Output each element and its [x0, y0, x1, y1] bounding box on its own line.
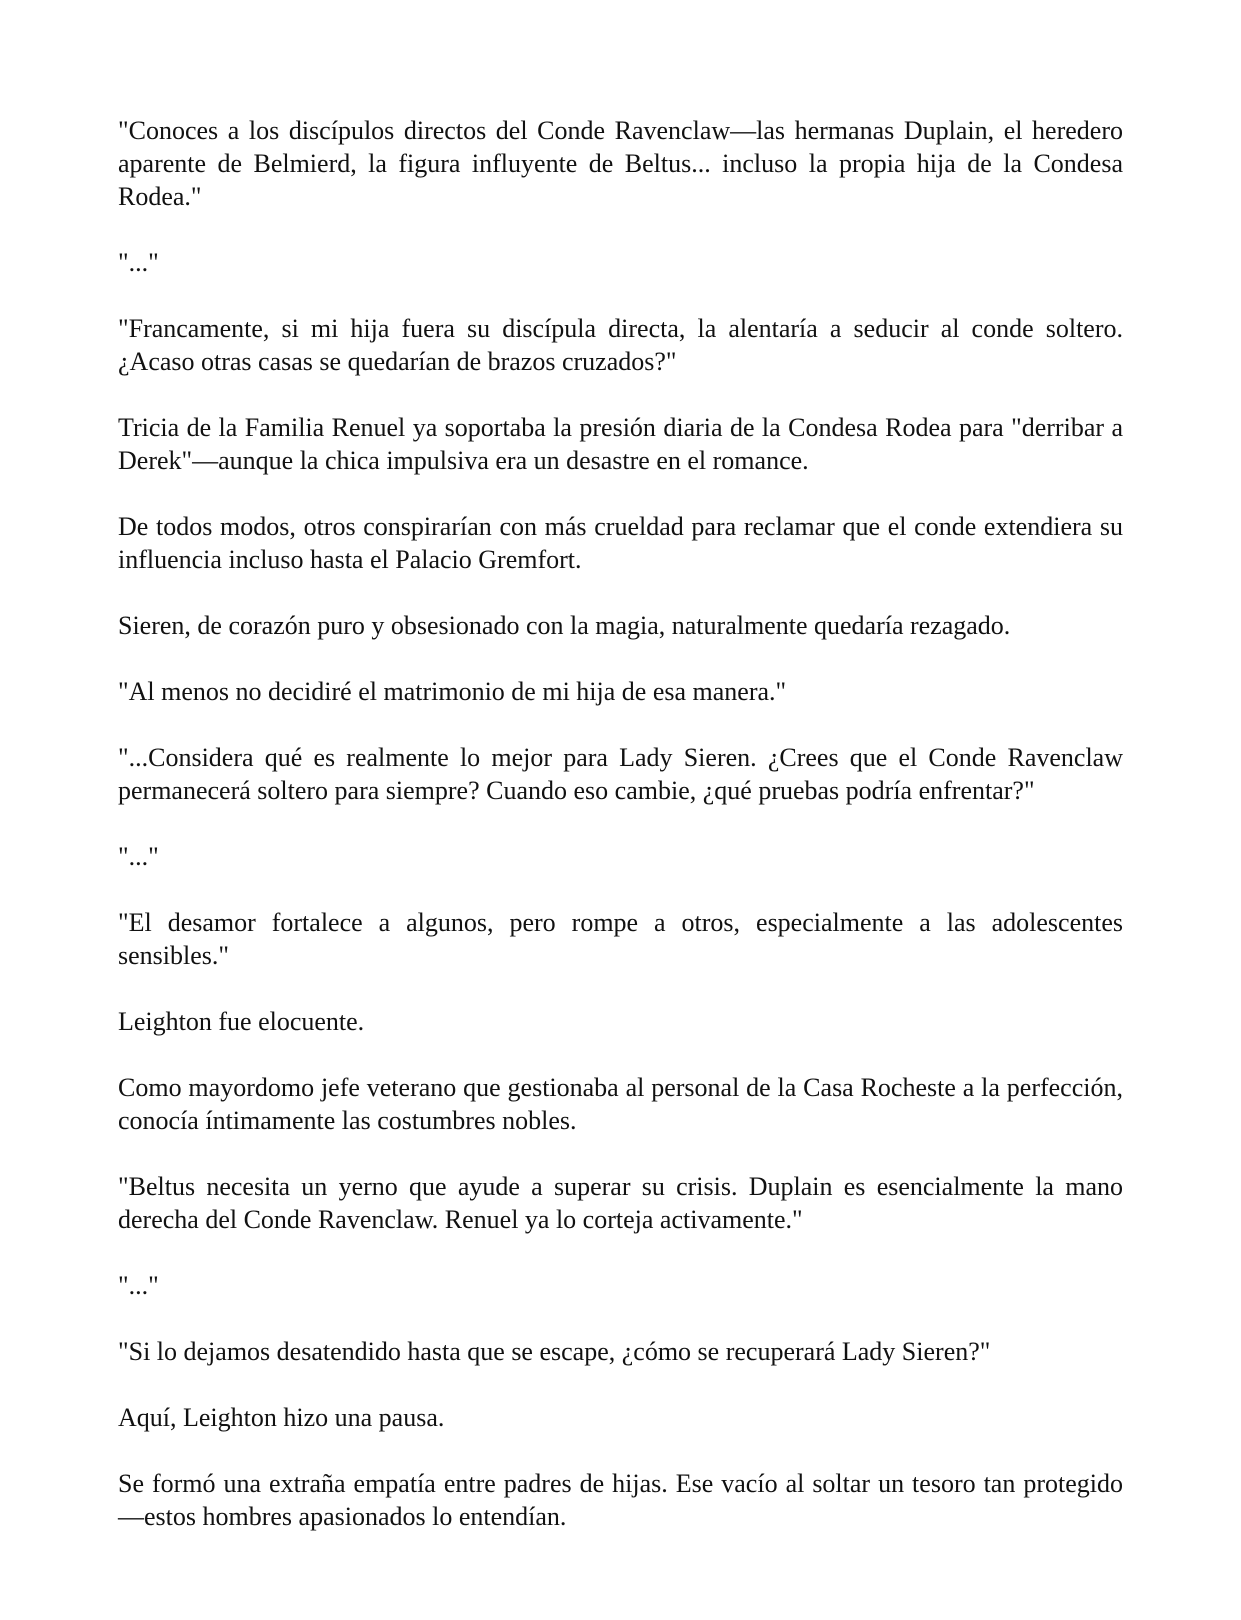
- paragraph: Aquí, Leighton hizo una pausa.: [118, 1403, 445, 1432]
- paragraph: "Beltus necesita un yerno que ayude a superar su crisis. Duplain es esencialmente la mano derecha del Conde Ravenclaw. Renuel ya lo corteja activamente.": [118, 1172, 1123, 1234]
- paragraph: "...": [118, 842, 159, 871]
- paragraph: "...Considera qué es realmente lo mejor para Lady Sieren. ¿Crees que el Conde Ravenclaw permanecerá soltero para siempre? Cuando eso cambie, ¿qué pruebas podría enfrentar?": [118, 743, 1123, 805]
- document-page: [118, 114, 1123, 1533]
- paragraph: "Conoces a los discípulos directos del Conde Ravenclaw—las hermanas Duplain, el heredero aparente de Belmierd, la figura influyente de Beltus... incluso la propia hija de la Condesa Rodea.": [118, 116, 1123, 211]
- paragraph: Tricia de la Familia Renuel ya soportaba la presión diaria de la Condesa Rodea para "derribar a Derek"—aunque la chica impulsiva era un desastre en el romance.: [118, 413, 1123, 475]
- paragraph: "...": [118, 1271, 159, 1300]
- paragraph: "...": [118, 248, 159, 277]
- paragraph: "Francamente, si mi hija fuera su discípula directa, la alentaría a seducir al conde soltero. ¿Acaso otras casas se quedarían de brazos cruzados?": [118, 314, 1123, 376]
- paragraph: De todos modos, otros conspirarían con más crueldad para reclamar que el conde extendiera su influencia incluso hasta el Palacio Gremfort.: [118, 512, 1123, 574]
- paragraph: "Al menos no decidiré el matrimonio de mi hija de esa manera.": [118, 677, 787, 706]
- paragraph: "Si lo dejamos desatendido hasta que se escape, ¿cómo se recuperará Lady Sieren?": [118, 1337, 991, 1366]
- paragraph: Como mayordomo jefe veterano que gestionaba al personal de la Casa Rocheste a la perfección, conocía íntimamente las costumbres nobles.: [118, 1073, 1123, 1135]
- paragraph: "El desamor fortalece a algunos, pero rompe a otros, especialmente a las adolescentes sensibles.": [118, 908, 1123, 970]
- paragraph: Leighton fue elocuente.: [118, 1007, 365, 1036]
- paragraph: Se formó una extraña empatía entre padres de hijas. Ese vacío al soltar un tesoro tan protegido—estos hombres apasionados lo entendían.: [118, 1469, 1123, 1531]
- paragraph: Sieren, de corazón puro y obsesionado con la magia, naturalmente quedaría rezagado.: [118, 611, 1011, 640]
